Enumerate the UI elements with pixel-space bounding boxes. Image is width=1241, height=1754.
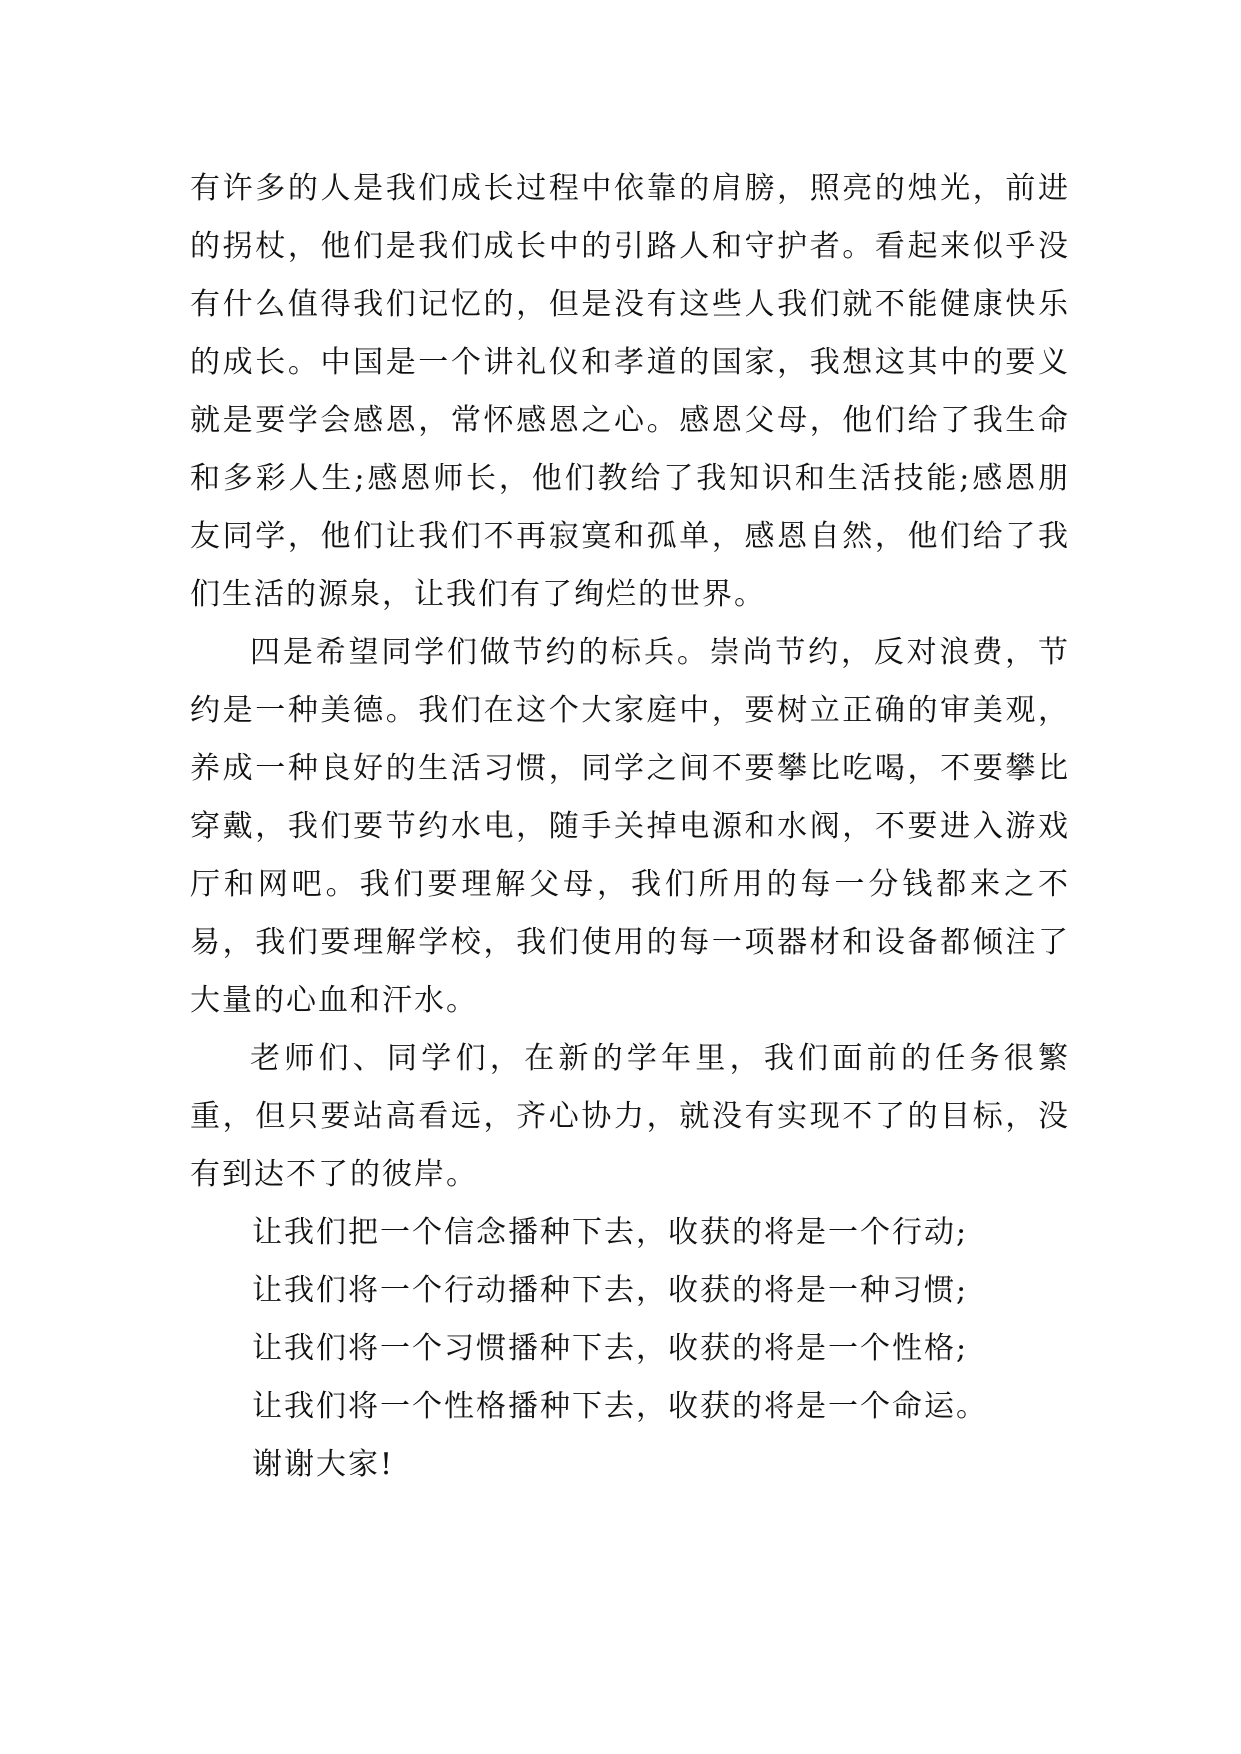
verse-line-4: 让我们将一个性格播种下去，收获的将是一个命运。 xyxy=(252,1389,988,1424)
verse-line-2: 让我们将一个行动播种下去，收获的将是一种习惯; xyxy=(252,1273,969,1308)
closing-thanks: 谢谢大家! xyxy=(252,1447,395,1482)
paragraph-gratitude: 有许多的人是我们成长过程中依靠的肩膀，照亮的烛光，前进的拐杖，他们是我们成长中的引路人和守护者。看起来似乎没有什么值得我们记忆的，但是没有这些人我们就不能健康快乐的成长。中国是一个讲礼仪和孝道的国家，我想这其中的要义就是要学会感恩，常怀感恩之心。感恩父母，他们给了我生命和多彩人生;感恩师长，他们教给了我知识和生活技能;感恩朋友同学，他们让我们不再寂寞和孤单，感恩自然，他们给了我们生活的源泉，让我们有了绚烂的世界。 xyxy=(190,171,1070,612)
verse-line-3: 让我们将一个习惯播种下去，收获的将是一个性格; xyxy=(252,1331,969,1366)
paragraph-thrift: 四是希望同学们做节约的标兵。崇尚节约，反对浪费，节约是一种美德。我们在这个大家庭中，要树立正确的审美观，养成一种良好的生活习惯，同学之间不要攀比吃喝，不要攀比穿戴，我们要节约水电，随手关掉电源和水阀，不要进入游戏厅和网吧。我们要理解父母，我们所用的每一分钱都来之不易，我们要理解学校，我们使用的每一项器材和设备都倾注了大量的心血和汗水。 xyxy=(190,635,1070,1018)
document-body xyxy=(190,160,1070,1494)
paragraph-new-year: 老师们、同学们，在新的学年里，我们面前的任务很繁重，但只要站高看远，齐心协力，就没有实现不了的目标，没有到达不了的彼岸。 xyxy=(190,1041,1070,1192)
verse-line-1: 让我们把一个信念播种下去，收获的将是一个行动; xyxy=(252,1215,969,1250)
